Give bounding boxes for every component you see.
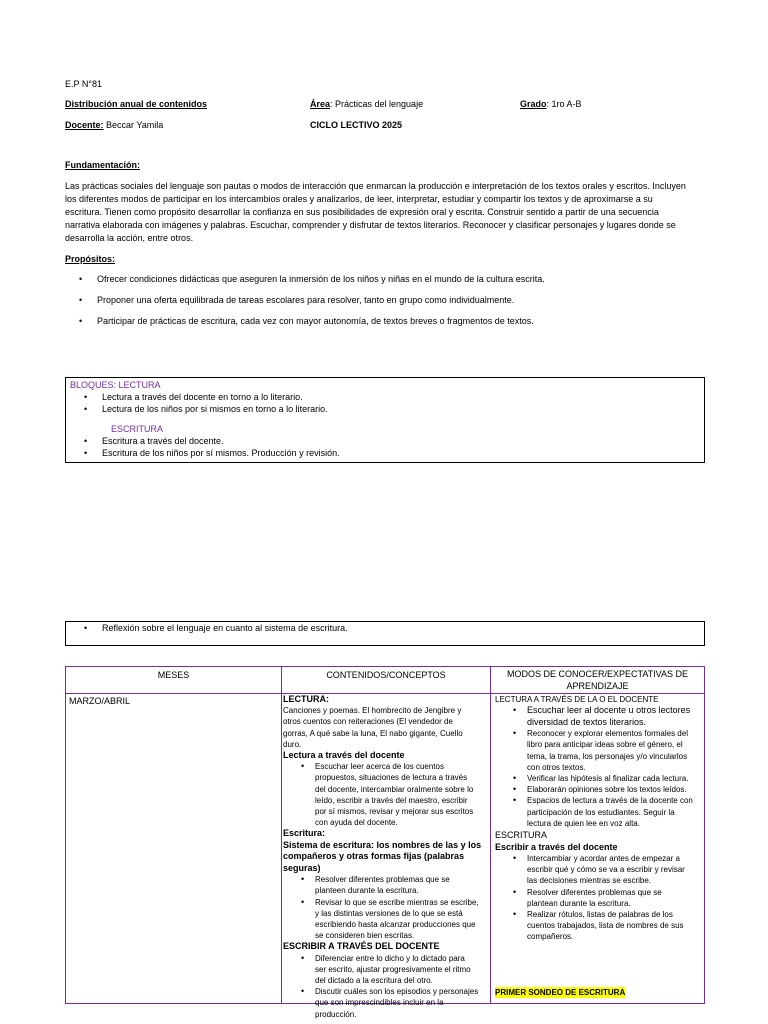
propositos-list xyxy=(65,273,715,328)
list-item: • Ofrecer condiciones didácticas que aseguren la inmersión de los niños y niñas en el mundo de la cultura escrita. xyxy=(65,273,715,286)
month-cell: MARZO/ABRIL xyxy=(69,696,131,706)
content-table xyxy=(65,666,705,1019)
header-meses: MESES xyxy=(157,670,190,680)
school-name: E.P N°81 xyxy=(65,79,102,89)
escribir-list xyxy=(283,953,489,1020)
fundamentacion-title: Fundamentación: xyxy=(65,160,141,170)
reflexion-list xyxy=(70,622,700,634)
list-item: • Reconocer y explorar elementos formales del libro para anticipar ideas sobre el género, el tema, la trama, los personajes y/o vincularlos con otros textos. xyxy=(495,728,703,773)
list-item: • Revisar lo que se escribe mientras se escribe, y las distintas versiones de lo que se está escribiendo hasta alcanzar producciones que se consideren bien escritas. xyxy=(283,897,489,942)
modos-escribir-list xyxy=(495,853,703,943)
list-item: • Proponer una oferta equilibrada de tareas escolares para resolver, tanto en grupo como individualmente. xyxy=(65,294,715,307)
list-item: • Verificar las hipótesis al finalizar cada lectura. xyxy=(495,773,703,784)
bloques-escritura-title: ESCRITURA xyxy=(111,424,164,434)
bloques-box xyxy=(65,377,705,463)
list-item: • Escuchar leer acerca de los cuentos propuestos, situaciones de lectura a través del docente, intercambiar oralmente sobre lo leído, escribir a través del maestro, escribir por sí mismos, revisar y mejorar sus escritos con ayuda del docente. xyxy=(283,761,489,828)
modos-lectura-list xyxy=(495,705,703,829)
list-item: • Escritura a través del docente. xyxy=(70,435,700,447)
propositos-title: Propósitos: xyxy=(65,254,116,264)
list-item: • Elaborarán opiniones sobre los textos leídos. xyxy=(495,784,703,795)
lectura-docente-list xyxy=(283,761,489,828)
sistema-list xyxy=(283,874,489,941)
list-item: • Realizar rótulos, listas de palabras de los cuentos trabajados, lista de nombres de sus compañeros. xyxy=(495,909,703,943)
list-item: • Resolver diferentes problemas que se plantean durante la escritura. xyxy=(495,887,703,909)
list-item: • Resolver diferentes problemas que se planteen durante la escritura. xyxy=(283,874,489,896)
list-item: • Reflexión sobre el lenguaje en cuanto al sistema de escritura. xyxy=(70,622,700,634)
escritura-list xyxy=(70,435,700,459)
modos-cell: LECTURA A TRAVÉS DE LA O EL DOCENTE • Escuchar leer al docente u otros lectores diversidad de textos literarios. • Reconocer y explorar elementos formales del libro para anticipar ideas sobre el género, el tema, la trama, los personajes y/o vincularlos con otros textos. • Verificar las hipótesis al finalizar cada lectura. • Elaborarán opiniones sobre los textos leídos. • Espacios de lectura a través de la docente con participación de los estudiantes. Seguir la lectura de quien lee en voz alta. ESCRITURA Escribir a través del docente • Intercambiar y acordar antes de empezar a escribir qué y cómo se va a escribir y revisar las decisiones mientras se escribe. • Resolver diferentes problemas que se plantean durante la escritura. • Realizar rótulos, listas de palabras de los cuentos trabajados, lista de nombres de sus compañeros. xyxy=(495,694,703,943)
grade-field: Grado: 1ro A-B xyxy=(520,99,582,109)
list-item: • Espacios de lectura a través de la docente con participación de los estudiantes. Seguir la lectura de quien lee en voz alta. xyxy=(495,795,703,829)
reflexion-box xyxy=(65,621,705,646)
bloques-lectura-title: BLOQUES: LECTURA xyxy=(70,380,161,390)
cycle-label: CICLO LECTIVO 2025 xyxy=(310,120,403,130)
sondeo-label: PRIMER SONDEO DE ESCRITURA xyxy=(495,988,626,997)
fundamentacion-text: Las prácticas sociales del lenguaje son pautas o modos de interacción que enmarcan la producción e interpretación de los textos orales y escritos. Incluyen los diferentes modos de participar en los intercambios orales y analizarlos, de leer, interpretar, estudiar y compartir los textos y de aproximarse a su escritura. Tienen como propósito desarrollar la confianza en sus posibilidades de expresión oral y escrita. Construir sentido a partir de una secuencia narrativa elaborada con imágenes y palabras. Escuchar, comprender y disfrutar de textos literarios. Reconocer y clasificar personajes y lugares donde se desarrolla la acción, entre otros. xyxy=(65,181,686,243)
header-modos: MODOS DE CONOCER/EXPECTATIVAS DE APRENDIZAJE xyxy=(506,669,689,691)
list-item: • Intercambiar y acordar antes de empezar a escribir qué y cómo se va a escribir y revisar las decisiones mientras se escribe. xyxy=(495,853,703,887)
list-item: • Discutir cuáles son los episodios y personajes que son imprescindibles incluir en la producción. xyxy=(283,986,489,1020)
distribution-title: Distribución anual de contenidos xyxy=(65,99,208,109)
list-item: • Escuchar leer al docente u otros lectores diversidad de textos literarios. xyxy=(495,705,703,728)
list-item: • Diferenciar entre lo dicho y lo dictado para ser escrito, ajustar progresivamente el ritmo del dictado a la escritura del otro. xyxy=(283,953,489,987)
list-item: • Escritura de los niños por sí mismos. Producción y revisión. xyxy=(70,447,700,459)
list-item: • Lectura a través del docente en torno a lo literario. xyxy=(70,391,700,403)
teacher-field: Docente: Beccar Yamila xyxy=(65,120,164,130)
contenidos-cell: LECTURA: Canciones y poemas. El hombrecito de Jengibre y otros cuentos con reiteraciones (El vendedor de gorras, A qué sabe la luna, El nabo gigante, Cuello duro. Lectura a través del docente • Escuchar leer acerca de los cuentos propuestos, situaciones de lectura a través del docente, intercambiar oralmente sobre lo leído, escribir a través del maestro, escribir por sí mismos, revisar y mejorar sus escritos con ayuda del docente. Escritura: Sistema de escritura: los nombres de las y los compañeros y otras formas fijas (palabras seguras) • Resolver diferentes problemas que se planteen durante la escritura. • Revisar lo que se escribe mientras se escribe, y las distintas versiones de lo que se está escribiendo hasta alcanzar producciones que se consideren bien escritas. ESCRIBIR A TRAVÉS DEL DOCENTE • Diferenciar entre lo dicho y lo dictado para ser escrito, ajustar progresivamente el ritmo del dictado a la escritura del otro. • Discutir cuáles son los episodios y personajes que son imprescindibles incluir en la producción. xyxy=(283,694,489,1020)
column-divider xyxy=(490,667,491,1003)
column-divider xyxy=(281,667,282,1003)
list-item: • Lectura de los niños por si mismos en torno a lo literario. xyxy=(70,403,700,415)
list-item: • Participar de prácticas de escritura, cada vez con mayor autonomía, de textos breves o fragmentos de textos. xyxy=(65,315,715,328)
header-contenidos: CONTENIDOS/CONCEPTOS xyxy=(326,670,446,680)
lectura-list xyxy=(70,391,700,415)
area-field: Área: Prácticas del lenguaje xyxy=(310,99,424,109)
